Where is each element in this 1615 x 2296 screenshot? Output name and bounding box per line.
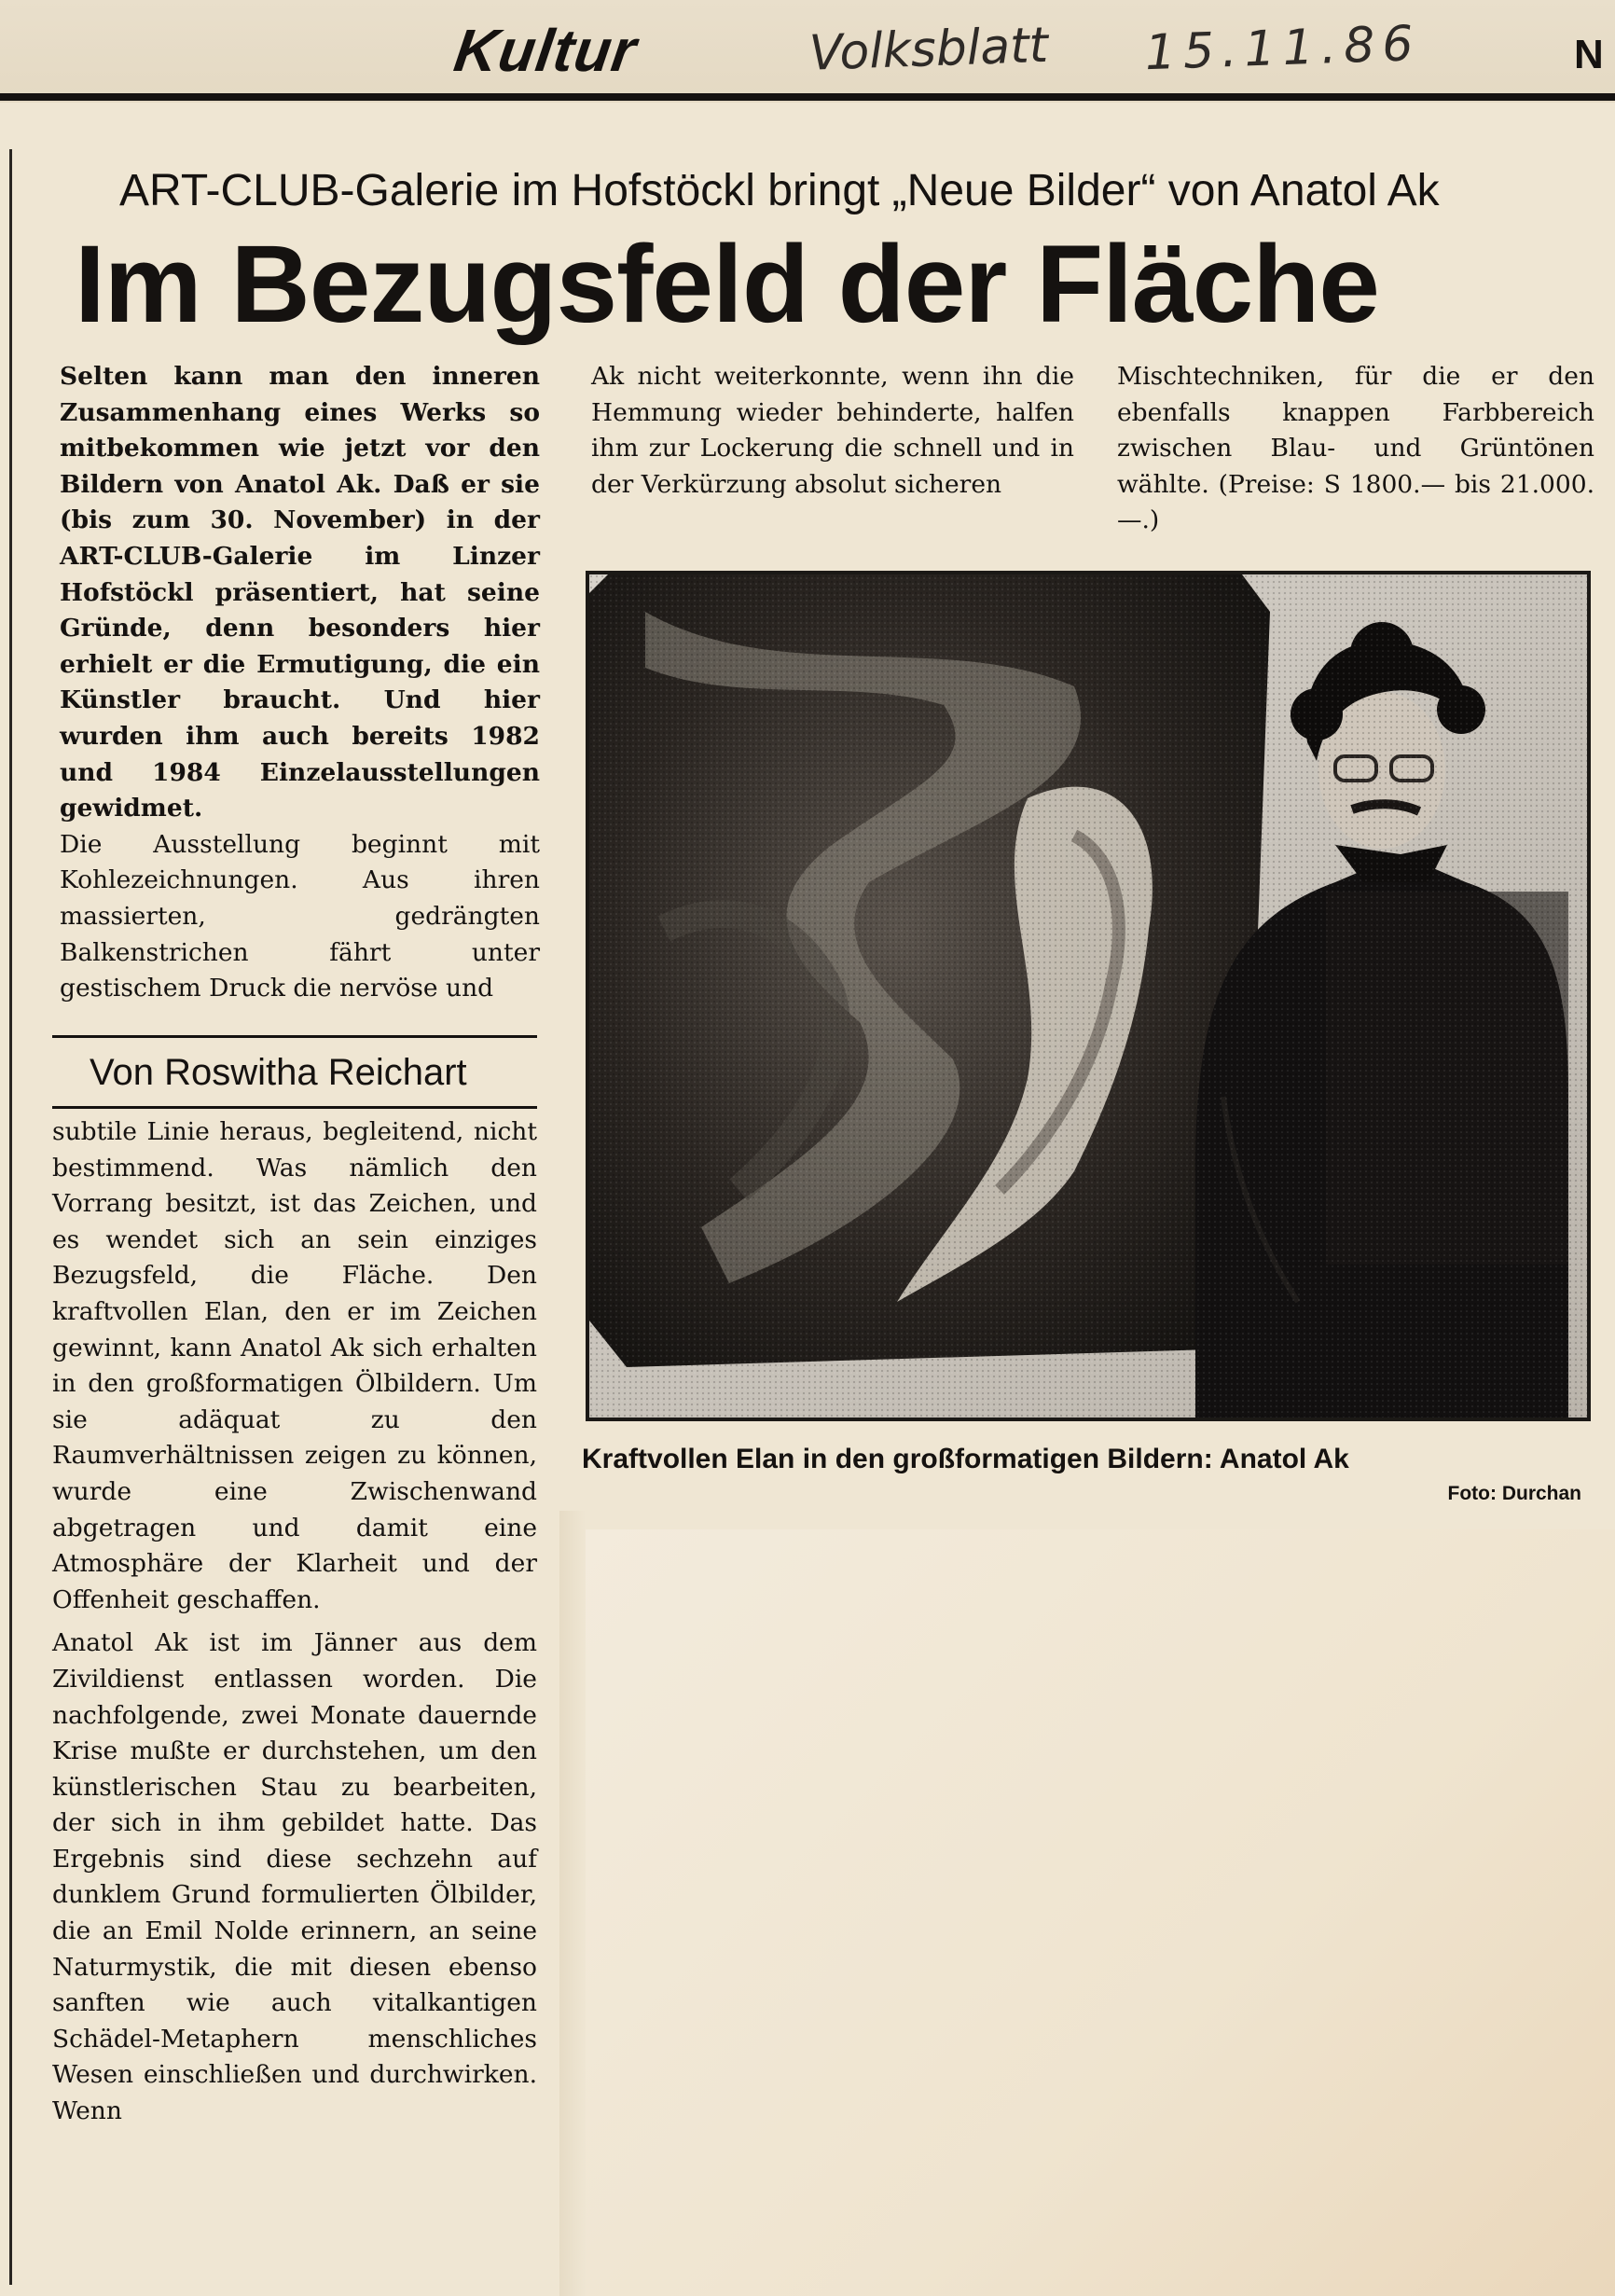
- article-headline: Im Bezugsfeld der Fläche: [75, 223, 1379, 346]
- paragraph-line: subtile Linie heraus, begleitend, nicht bestimmend. Was nämlich den Vorrang besitzt, ist das Zeichen, und es wendet sich an sein einziges Bezugsfeld, die Fläche. Den kraftvollen Elan, den er im Zeichen gewinnt, kann Anatol Ak sich erhalten in den großformatigen Ölbildern. Um sie adäquat zu den Raumverhältnissen zeigen zu können, wurde eine Zwischenwand abgetragen und damit eine Atmosphäre der Klarheit und der Offenheit geschaffen.: [52, 1117, 537, 1614]
- article-photo: [586, 571, 1591, 1421]
- paragraph-prices: Mischtechniken, für die er den ebenfalls knappen Farbbereich zwischen Blau- und Grüntönen wählte. (Preise: S 1800.— bis 21.000.—.): [1117, 362, 1594, 535]
- blank-paper-area: [586, 1529, 1615, 2296]
- paragraph-continuation: Ak nicht weiterkonnte, wenn ihn die Hemmung wieder behinderte, halfen ihm zur Lockerung die schnell und in der Verkürzung absolut sicheren: [591, 362, 1074, 499]
- clipping-edge: [559, 1511, 586, 2296]
- paragraph-crisis: Anatol Ak ist im Jänner aus dem Zivildienst entlassen worden. Die nachfolgende, zwei Monate dauernde Krise mußte er durchstehen, um den künstlerischen Stau zu bearbeiten, der sich in ihm gebildet hatte. Das Ergebnis sind diese sechzehn auf dunklem Grund formulierten Ölbilder, die an Emil Nolde erinnern, an seine Naturmystik, die mit diesen ebenso sanften wie auch vitalkantigen Schädel-Metaphern menschliches Wesen einschließen und durchwirken. Wenn: [52, 1628, 537, 2126]
- lead-paragraph: Selten kann man den inneren Zusammenhang eines Werks so mitbekommen wie jetzt vor den Bildern von Anatol Ak. Daß er sie (bis zum 30. November) in der ART-CLUB-Galerie im Linzer Hofstöckl präsentiert, hat seine Gründe, denn besonders hier erhielt er die Ermutigung, die ein Künstler braucht. Und hier wurden ihm auch bereits 1982 und 1984 Einzelausstellungen gewidmet.: [60, 362, 540, 823]
- column-3: [1117, 359, 1594, 539]
- photo-credit: Foto: Durchan: [1447, 1483, 1581, 1504]
- column-rule-left: [9, 149, 12, 2285]
- photo-caption: Kraftvollen Elan in den großformatigen Bildern: Anatol Ak: [582, 1444, 1349, 1474]
- paragraph-exhibition: Die Ausstellung beginnt mit Kohlezeichnungen. Aus ihren massierten, gedrängten Balkenstrichen fährt unter gestischem Druck die nervöse und: [60, 829, 540, 1003]
- photo-artist-with-painting: [589, 574, 1587, 1418]
- byline-rule-top: [52, 1035, 537, 1038]
- article-kicker: ART-CLUB-Galerie im Hofstöckl bringt „Neue Bilder“ von Anatol Ak: [119, 166, 1440, 215]
- section-title: Kultur: [449, 17, 642, 84]
- page-marker: N: [1574, 32, 1604, 77]
- byline-rule-bottom: [52, 1106, 537, 1109]
- column-1-bottom: [52, 1114, 537, 2130]
- handwritten-newspaper-name: Volksblatt: [808, 17, 1049, 82]
- column-1-top: [60, 359, 540, 1007]
- column-2: [591, 359, 1074, 503]
- photo-grain: [589, 574, 1587, 1418]
- handwritten-date: 15.11.86: [1143, 15, 1422, 82]
- header-rule: [0, 93, 1615, 101]
- byline: Von Roswitha Reichart: [90, 1052, 467, 1093]
